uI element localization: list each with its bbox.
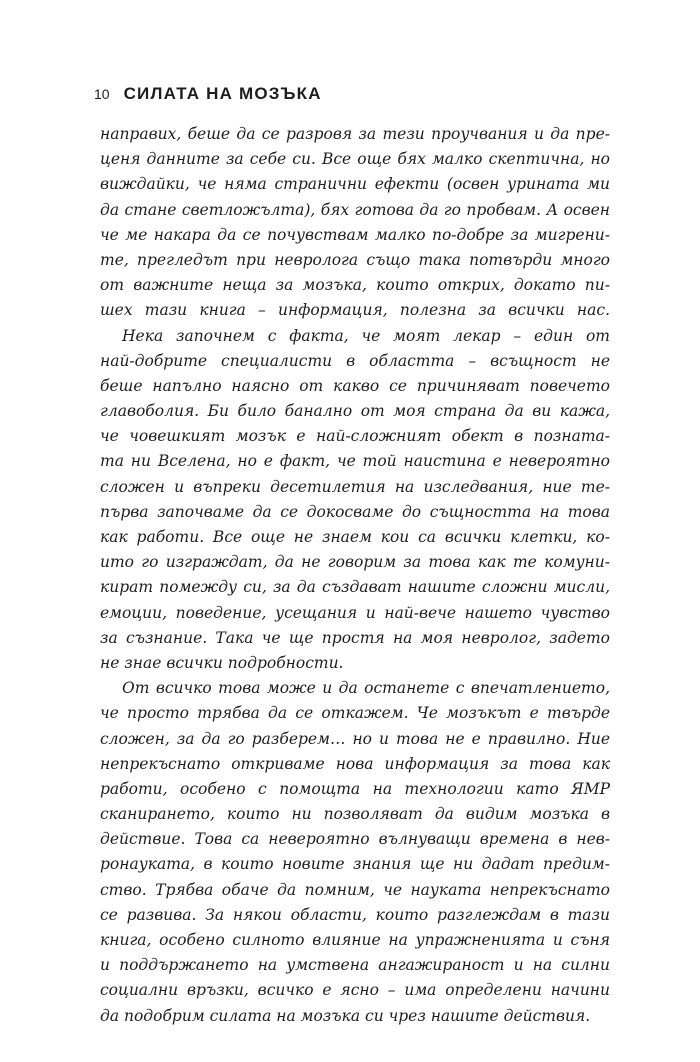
text-line: главоболия. Би било банално от моя страна да ви кажа, (100, 402, 610, 421)
text-line: първа започваме да се докосваме до същността на това (100, 502, 610, 521)
page-number: 10 (94, 86, 110, 102)
text-line: ценя данните за себе си. Все още бях малко скептична, но (100, 150, 610, 169)
text-line: сложен, за да го разберем… но и това не е правилно. Ние (100, 729, 610, 748)
text-line: че просто трябва да се откажем. Че мозъкът е твърде (100, 704, 610, 723)
text-line: ито го изграждат, да не говорим за това как те комуни- (100, 553, 610, 572)
book-title: СИЛАТА НА МОЗЪКА (123, 84, 322, 103)
text-line: От всичко това може и да останете с впечатлението, (122, 679, 610, 698)
text-line: шех тази книга – информация, полезна за всички нас. (100, 301, 610, 320)
text-line: виждайки, че няма странични ефекти (освен урината ми (100, 175, 610, 194)
paragraph-3 (100, 676, 610, 1029)
text-line: че човешкият мозък е най-сложният обект в позната- (100, 427, 610, 446)
text-line: непрекъснато откриваме нова информация за това как (100, 754, 610, 773)
text-line: за съзнание. Така че ще простя на моя невролог, задето (100, 628, 610, 647)
paragraph-2 (100, 324, 610, 677)
text-line: социални връзки, всичко е ясно – има определени начини (100, 981, 610, 1000)
text-line: беше напълно наясно от какво се причиняват повечето (100, 376, 610, 395)
text-line: най-добрите специалисти в областта – всъщност не (100, 351, 610, 370)
text-line: да стане светложълта), бях готова да го пробвам. А освен (100, 200, 610, 219)
text-line: кират помежду си, за да създават нашите сложни мисли, (100, 578, 610, 597)
text-line: не знае всички подробности. (100, 653, 344, 672)
text-line: та ни Вселена, но е факт, че той наистина е невероятно (100, 452, 610, 471)
text-line: да подобрим силата на мозъка си чрез нашите действия. (100, 1006, 591, 1025)
text-line: и поддържането на умствена ангажираност и на силни (100, 956, 610, 975)
text-line: действие. Това са невероятно вълнуващи времена в нев- (100, 830, 610, 849)
text-line: направих, беше да се разровя за тези проучвания и да пре- (100, 125, 610, 143)
text-line: ство. Трябва обаче да помним, че науката непрекъснато (100, 880, 610, 899)
paragraph-1 (100, 122, 610, 324)
text-line: че ме накара да се почувствам малко по-добре за мигрени- (100, 225, 610, 244)
text-line: ронауката, в които новите знания ще ни дадат предим- (100, 855, 610, 874)
text-line: сложен и въпреки десетилетия на изследвания, ние те- (100, 477, 610, 496)
text-line: Нека започнем с факта, че моят лекар – един от (122, 326, 610, 345)
running-header (94, 84, 322, 108)
text-line: те, прегледът при невролога също така потвърди много (100, 250, 610, 269)
text-line: се развива. За някои области, които разглеждам в тази (100, 905, 610, 924)
text-line: от важните неща за мозъка, които открих, докато пи- (100, 276, 610, 295)
body-text (100, 122, 610, 1029)
text-line: как работи. Все още не знаем кои са всички клетки, ко- (100, 528, 610, 546)
text-line: емоции, поведение, усещания и най-вече нашето чувство (100, 603, 610, 622)
text-line: работи, особено с помощта на технологии като ЯМР (100, 779, 610, 798)
text-line: книга, особено силното влияние на упражненията и съня (100, 931, 610, 949)
text-line: сканирането, които ни позволяват да видим мозъка в (100, 805, 610, 824)
